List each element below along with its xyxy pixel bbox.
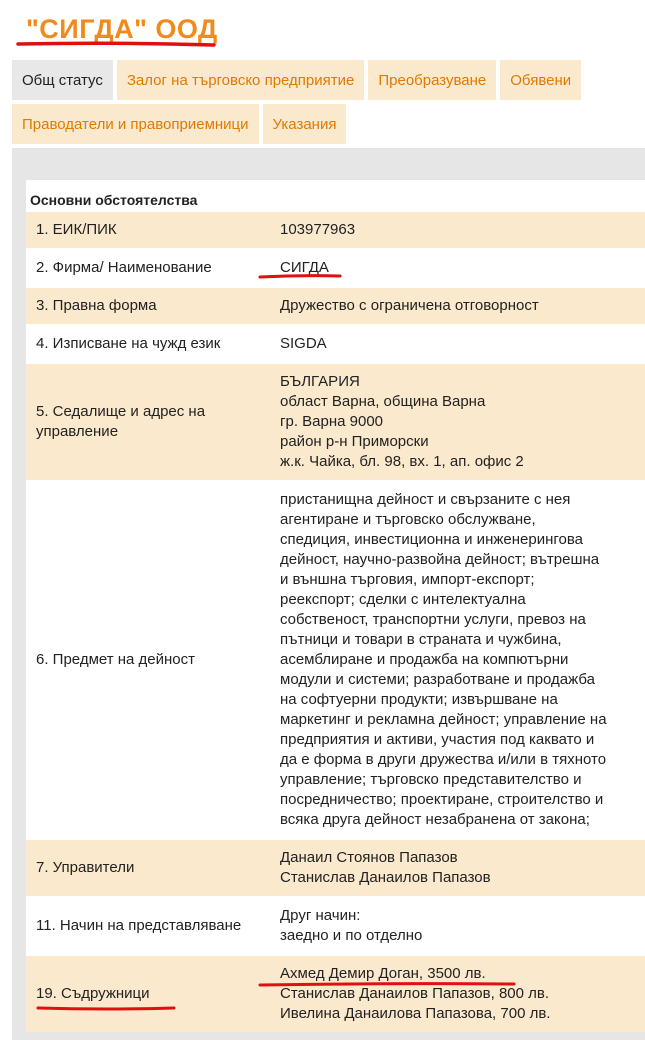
table-row [26, 839, 645, 897]
value-line: всяка друга дейност незабранена от закона; [280, 811, 590, 828]
value-line: и външна търговия, импорт-експорт; [280, 571, 535, 588]
value-line: Станислав Данаилов Папазов [280, 869, 491, 886]
row-label: 1. ЕИК/ПИК [26, 212, 266, 249]
table-row [26, 287, 645, 325]
row-label: 19. Съдружници [26, 955, 266, 1032]
value-line: гр. Варна 9000 [280, 413, 384, 430]
table-row [26, 363, 645, 481]
company-title: "СИГДА" ООД [26, 14, 218, 44]
name-red-underline [258, 272, 342, 280]
row-value [266, 897, 645, 955]
value-line: Ахмед Демир Доган, 3500 лв. [280, 965, 486, 982]
row-label: 11. Начин на представляване [26, 897, 266, 955]
value-line: маркетинг и рекламна дейност; управление на [280, 711, 607, 728]
main-circumstances [26, 180, 645, 1032]
tab-bar [12, 60, 645, 148]
row-value [266, 325, 645, 363]
partner-red-underline [258, 980, 516, 988]
row-value [266, 481, 645, 839]
table-row [26, 481, 645, 839]
value-line: Дружество с ограничена отговорност [280, 297, 539, 314]
row-value [266, 287, 645, 325]
value-line: посредничество; проектиране, строителство и [280, 791, 604, 808]
row-label: 4. Изписване на чужд език [26, 325, 266, 363]
row-value [266, 839, 645, 897]
value-line: собственост, транспортни услуги, превоз на [280, 611, 586, 628]
tab-general-status[interactable]: Общ статус [12, 60, 113, 100]
value-line: асемблиране и продажба на компютърни [280, 651, 569, 668]
value-line: пътници и товари в страната и чужбина, [280, 631, 562, 648]
value-line: агентиране и търговско обслужване, [280, 511, 536, 528]
status-panel [12, 148, 645, 1040]
value-line: SIGDA [280, 335, 327, 352]
row-label: 3. Правна форма [26, 287, 266, 325]
row-value [266, 249, 645, 287]
row-label: 6. Предмет на дейност [26, 481, 266, 839]
value-line: ж.к. Чайка, бл. 98, вх. 1, ап. офис 2 [280, 453, 524, 470]
row-value [266, 955, 645, 1032]
tab-announced[interactable]: Обявени [500, 60, 581, 100]
value-line: 103977963 [280, 221, 356, 238]
value-line: предприятия и активи, участия под каквато и [280, 731, 595, 748]
tab-transformation[interactable]: Преобразуване [368, 60, 496, 100]
table-row [26, 325, 645, 363]
table-row [26, 212, 645, 249]
value-line: БЪЛГАРИЯ [280, 373, 360, 390]
partners-label-red-underline [36, 1004, 176, 1012]
table-row [26, 955, 645, 1032]
table-row [26, 897, 645, 955]
row-value [266, 212, 645, 249]
row-label: 2. Фирма/ Наименование [26, 249, 266, 287]
table-row [26, 249, 645, 287]
value-line: Ивелина Данаилова Папазова, 700 лв. [280, 1005, 551, 1022]
tab-row-2 [12, 104, 645, 144]
title-red-underline [16, 40, 216, 48]
value-line: СИГДА [280, 259, 329, 276]
row-value [266, 363, 645, 481]
row-label: 5. Седалище и адрес на управление [26, 363, 266, 481]
value-line: модули и системи; разработване и продажба [280, 671, 595, 688]
tab-predecessors-successors[interactable]: Праводатели и правоприемници [12, 104, 259, 144]
value-line: Станислав Данаилов Папазов, 800 лв. [280, 985, 550, 1002]
value-line: Друг начин: [280, 907, 361, 924]
value-line: спедиция, инвестиционна и инженерингова [280, 531, 583, 548]
value-line: реекспорт; сделки с интелектуална [280, 591, 526, 608]
value-line: район р-н Приморски [280, 433, 429, 450]
row-label: 7. Управители [26, 839, 266, 897]
tab-instructions[interactable]: Указания [263, 104, 347, 144]
value-line: заедно и по отделно [280, 927, 423, 944]
value-line: област Варна, община Варна [280, 393, 486, 410]
tab-row-1 [12, 60, 645, 100]
value-line: пристанищна дейност и свързаните с нея [280, 491, 571, 508]
value-line: дейност, научно-развойна дейност; вътрешна [280, 551, 600, 568]
value-line: да е форма в други дружества и/или в тяхното [280, 751, 607, 768]
circumstances-table [26, 212, 645, 1032]
section-title: Основни обстоятелства [30, 192, 198, 208]
value-line: на софтуерни продукти; извършване на [280, 691, 558, 708]
value-line: управление; търговско представителство и [280, 771, 582, 788]
tab-enterprise-pledge[interactable]: Залог на търговско предприятие [117, 60, 365, 100]
value-line: Данаил Стоянов Папазов [280, 849, 458, 866]
